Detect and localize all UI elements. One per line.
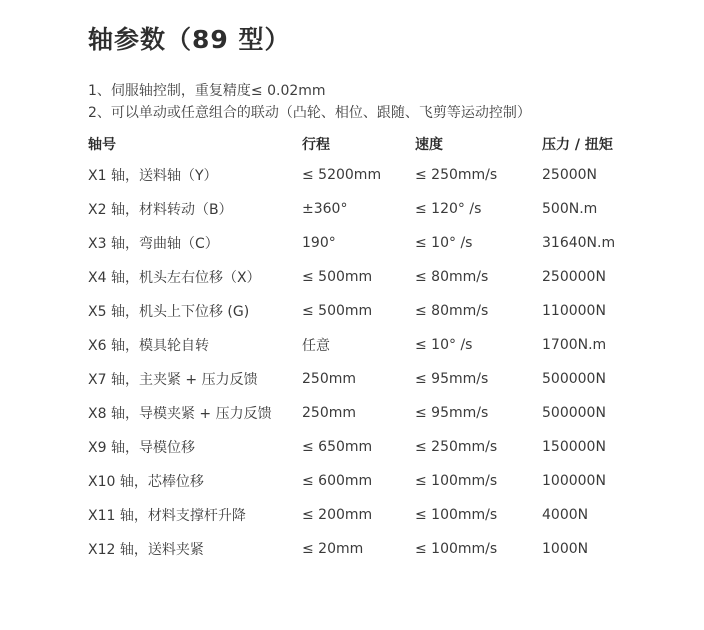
cell-stroke: ±360°	[302, 201, 348, 217]
cell-stroke: ≤ 200mm	[302, 507, 373, 523]
table-body	[88, 158, 662, 566]
cell-speed: ≤ 100mm/s	[415, 541, 498, 557]
cell-force-torque: 1000N	[542, 541, 589, 557]
cell-force-torque: 150000N	[542, 439, 606, 455]
table-header-row	[88, 130, 662, 158]
cell-speed: ≤ 80mm/s	[415, 303, 489, 319]
table-row	[88, 396, 662, 430]
cell-axis: X11 轴，材料支撑杆升降	[88, 508, 246, 524]
notes-list	[88, 80, 531, 124]
cell-force-torque: 25000N	[542, 167, 598, 183]
table-row	[88, 192, 662, 226]
cell-speed: ≤ 250mm/s	[415, 439, 498, 455]
cell-axis: X2 轴，材料转动（B）	[88, 202, 233, 218]
cell-stroke: ≤ 650mm	[302, 439, 373, 455]
cell-stroke: 250mm	[302, 405, 356, 421]
cell-speed: ≤ 120° /s	[415, 201, 482, 217]
table-row	[88, 158, 662, 192]
note-item: 1、伺服轴控制，重复精度≤ 0.02mm	[88, 83, 326, 99]
table-row	[88, 328, 662, 362]
table-row	[88, 532, 662, 566]
cell-stroke: ≤ 5200mm	[302, 167, 382, 183]
cell-axis: X5 轴，机头上下位移 (G)	[88, 304, 250, 320]
cell-force-torque: 500000N	[542, 405, 606, 421]
cell-force-torque: 31640N.m	[542, 235, 616, 251]
cell-stroke: ≤ 500mm	[302, 303, 373, 319]
cell-speed: ≤ 100mm/s	[415, 473, 498, 489]
cell-stroke: ≤ 20mm	[302, 541, 364, 557]
header-stroke: 行程	[302, 137, 330, 153]
cell-stroke: 250mm	[302, 371, 356, 387]
cell-stroke: ≤ 600mm	[302, 473, 373, 489]
table-row	[88, 226, 662, 260]
header-force-torque: 压力 / 扭矩	[542, 137, 613, 153]
cell-speed: ≤ 10° /s	[415, 337, 473, 353]
cell-axis: X8 轴，导模夹紧 + 压力反馈	[88, 406, 272, 422]
cell-force-torque: 500N.m	[542, 201, 598, 217]
note-item: 2、可以单动或任意组合的联动（凸轮、相位、跟随、飞剪等运动控制）	[88, 105, 531, 121]
cell-speed: ≤ 80mm/s	[415, 269, 489, 285]
header-axis: 轴号	[88, 137, 116, 153]
cell-force-torque: 110000N	[542, 303, 606, 319]
cell-force-torque: 500000N	[542, 371, 606, 387]
cell-stroke: 190°	[302, 235, 336, 251]
table-row	[88, 498, 662, 532]
cell-axis: X9 轴，导模位移	[88, 440, 195, 456]
table-row	[88, 260, 662, 294]
cell-axis: X1 轴，送料轴（Y）	[88, 168, 218, 184]
cell-speed: ≤ 95mm/s	[415, 371, 489, 387]
cell-axis: X3 轴，弯曲轴（C）	[88, 236, 219, 252]
cell-force-torque: 4000N	[542, 507, 589, 523]
table-row	[88, 464, 662, 498]
cell-speed: ≤ 100mm/s	[415, 507, 498, 523]
table-row	[88, 294, 662, 328]
cell-stroke: 任意	[302, 338, 330, 354]
cell-speed: ≤ 250mm/s	[415, 167, 498, 183]
cell-axis: X7 轴，主夹紧 + 压力反馈	[88, 372, 258, 388]
cell-force-torque: 250000N	[542, 269, 606, 285]
cell-stroke: ≤ 500mm	[302, 269, 373, 285]
cell-axis: X12 轴，送料夹紧	[88, 542, 204, 558]
table-row	[88, 362, 662, 396]
cell-axis: X10 轴，芯棒位移	[88, 474, 204, 490]
cell-axis: X6 轴，模具轮自转	[88, 338, 209, 354]
cell-force-torque: 100000N	[542, 473, 606, 489]
axis-parameter-table	[88, 130, 662, 566]
cell-speed: ≤ 95mm/s	[415, 405, 489, 421]
cell-axis: X4 轴，机头左右位移（X）	[88, 270, 261, 286]
table-row	[88, 430, 662, 464]
cell-force-torque: 1700N.m	[542, 337, 607, 353]
header-speed: 速度	[415, 137, 443, 153]
cell-speed: ≤ 10° /s	[415, 235, 473, 251]
page-title: 轴参数（89 型）	[88, 25, 291, 54]
